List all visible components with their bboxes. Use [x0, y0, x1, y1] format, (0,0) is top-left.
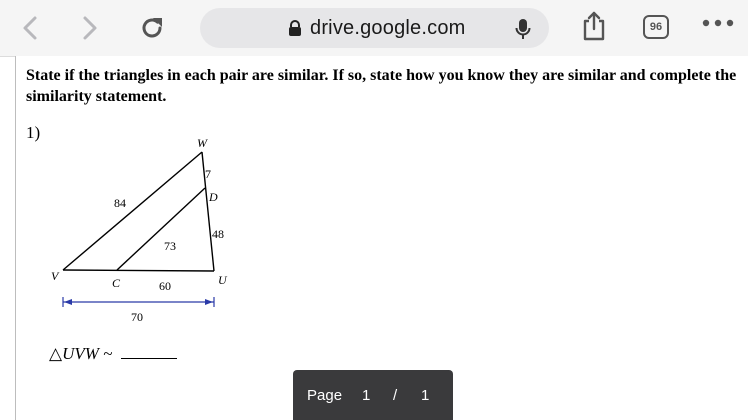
page-indicator-separator: /: [393, 387, 398, 404]
forward-button[interactable]: [74, 12, 106, 44]
address-bar[interactable]: [200, 8, 549, 48]
microphone-icon[interactable]: [515, 18, 531, 40]
reload-button[interactable]: [136, 12, 168, 44]
lock-icon: [288, 20, 302, 37]
question-number: 1): [26, 123, 41, 142]
segment-cd: [117, 188, 205, 270]
triangle-symbol: △: [49, 344, 63, 363]
answer-blank[interactable]: [121, 344, 177, 359]
tab-count-button[interactable]: 96: [643, 15, 669, 39]
similarity-statement: [49, 344, 177, 364]
similarity-statement-text: UVW ~: [62, 344, 117, 363]
instructions-text: State if the triangles in each pair are similar. If so, state how you know they are similar and complete the similarity statement.: [26, 67, 737, 105]
triangle-figure: [16, 56, 276, 336]
page-indicator-label: Page: [307, 387, 343, 404]
page-indicator: [293, 370, 453, 420]
page-indicator-current: 1: [362, 387, 371, 404]
browser-toolbar: [0, 0, 748, 57]
vertex-label-c: C: [112, 276, 121, 290]
side-label-du: 48: [212, 227, 224, 241]
arrowhead-right: [205, 299, 213, 305]
arrowhead-left: [64, 299, 72, 305]
document-page: [15, 56, 748, 420]
vertex-label-v: V: [51, 269, 59, 283]
vertex-label-d: D: [209, 190, 218, 204]
chevron-left-icon: [20, 15, 40, 41]
share-button[interactable]: [578, 10, 610, 42]
vertex-label-u: U: [218, 273, 227, 287]
side-label-vu: 70: [131, 310, 143, 324]
url-text: drive.google.com: [310, 17, 466, 39]
side-label-cd: 73: [164, 239, 176, 253]
share-icon: [581, 10, 607, 42]
more-menu-icon[interactable]: [702, 18, 734, 28]
side-vu: [63, 270, 214, 271]
reload-icon: [138, 14, 166, 42]
back-button[interactable]: [14, 12, 46, 44]
page-indicator-total: 1: [421, 387, 430, 404]
side-label-wd: 7: [205, 167, 211, 181]
side-label-cu: 60: [159, 279, 171, 293]
side-label-vw: 84: [114, 196, 126, 210]
chevron-right-icon: [80, 15, 100, 41]
vertex-label-w: W: [197, 136, 207, 150]
